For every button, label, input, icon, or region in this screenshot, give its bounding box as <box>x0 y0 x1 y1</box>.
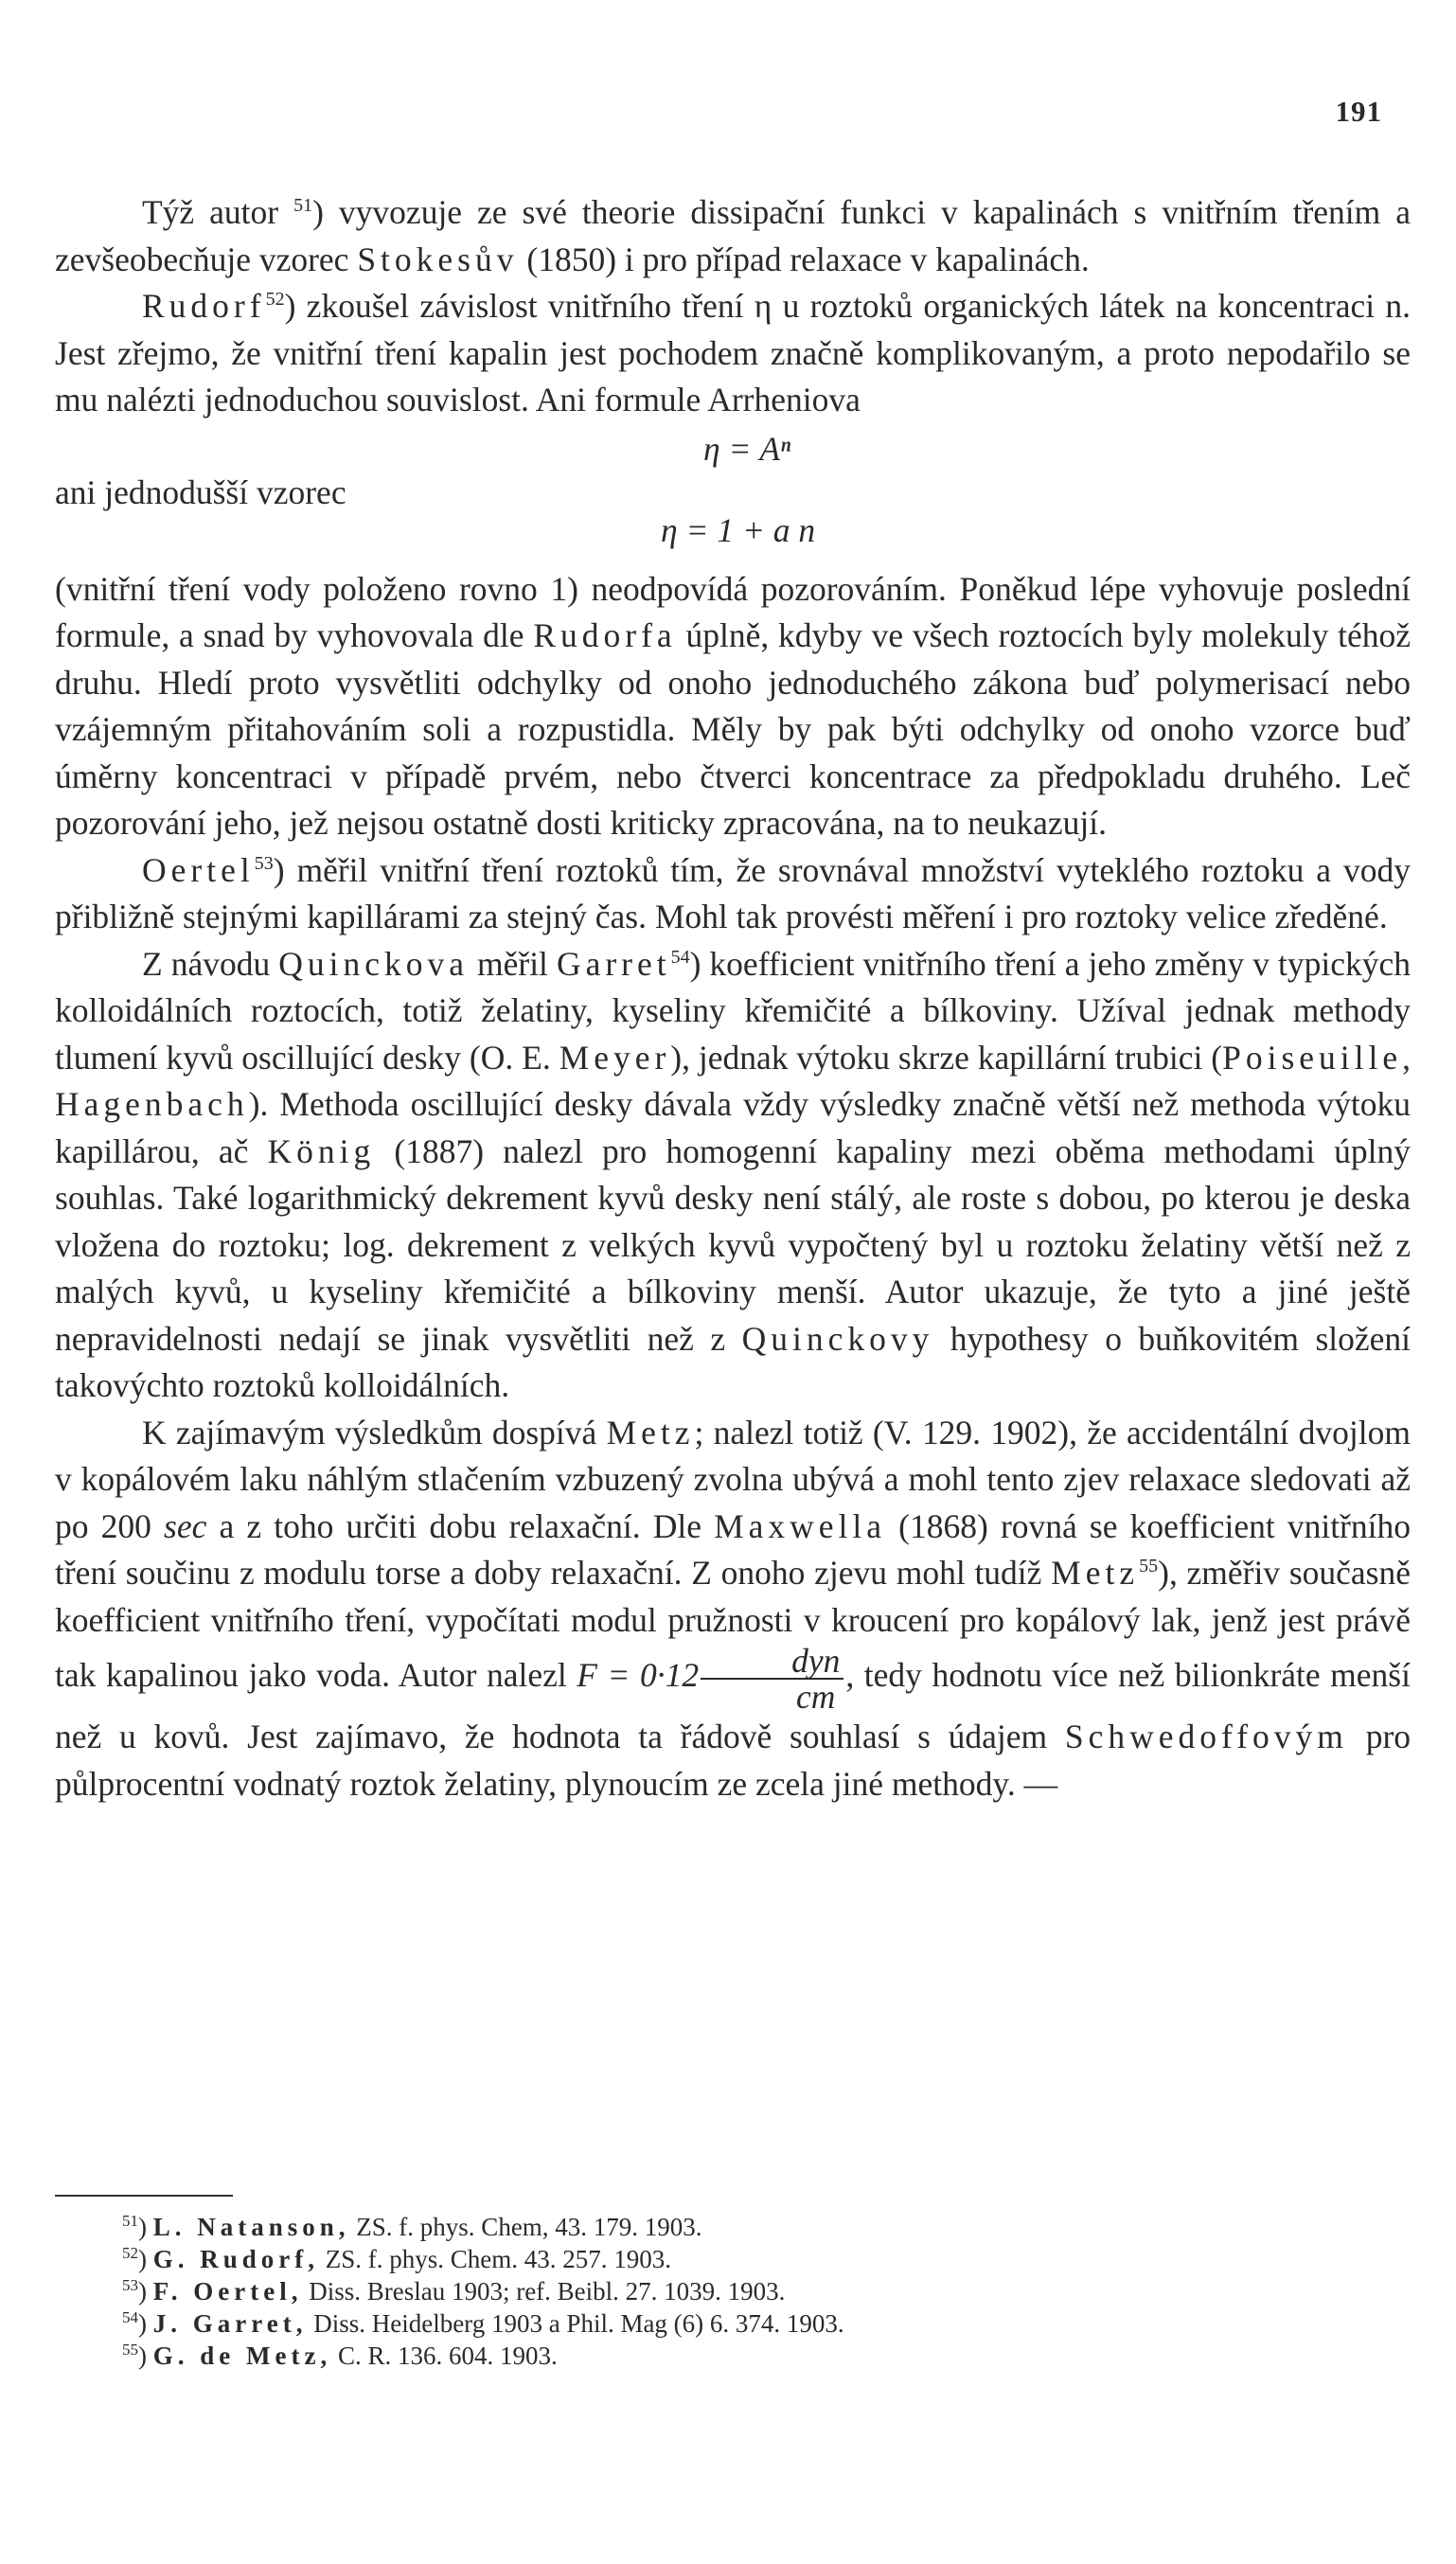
author-name: Stokesův <box>357 240 519 278</box>
paragraph-1: Týž autor $^{51}$) vyvozuje ze své theorie dissipační funkci v kapalinách s vnitřním třením a zevšeobecňuje vzorec Stokesův (1850) i pro případ relaxace v kapalinách. <box>55 193 1411 278</box>
paragraph-2: Rudorf$^{52}$) zkoušel závislost vnitřního tření η u roztoků organických látek na koncentraci n. Jest zřejmo, že vnitřní tření kapalin jest pochodem značně komplikovaným, a proto nepodařilo se mu nalézti jednoduchou souvislost. Ani formule Arrheniova <box>55 287 1411 418</box>
footnote-divider <box>55 2195 233 2197</box>
paragraph-4: Oertel$^{53}$) měřil vnitřní tření roztoků tím, že srovnával množství vyteklého roztoku a vody přibližně stejnými kapillárami za stejný čas. Mohl tak provésti měření i pro roztoky velice zředěné. <box>55 850 1411 935</box>
formula-F: F = 0·12 <box>577 1656 700 1695</box>
author-name: Oertel <box>142 850 255 889</box>
footnote-51: $^{51}$) L. Natanson, ZS. f. phys. Chem, 43. 179. 1903. <box>122 2212 702 2241</box>
body-text <box>55 189 1411 1807</box>
formula-simple: η = 1 + a n <box>661 510 816 549</box>
footnote-ref-54[interactable]: 54 <box>670 946 690 968</box>
footnotes <box>122 2211 1373 2372</box>
formula-label: ani jednodušší vzorec <box>55 472 346 511</box>
footnote-53: $^{53}$) F. Oertel, Diss. Breslau 1903; ref. Beibl. 27. 1039. 1903. <box>122 2276 786 2306</box>
page-number: 191 <box>1335 95 1382 128</box>
footnote-ref-51[interactable]: 51 <box>293 195 313 217</box>
footnote-54: $^{54}$) J. Garret, Diss. Heidelberg 1903 a Phil. Mag (6) 6. 374. 1903. <box>122 2308 844 2338</box>
footnote-55: $^{55}$) G. de Metz, C. R. 136. 604. 1903. <box>122 2341 558 2370</box>
formula-arrhenius: η = Aⁿ <box>703 429 791 468</box>
footnote-ref-53[interactable]: 53 <box>254 852 274 874</box>
paragraph-5: Z návodu Quinckova měřil Garret$^{54}$) koefficient vnitřního tření a jeho změny v typických kolloidálních roztocích, totiž želatiny, kyseliny křemičité a bílkoviny. Užíval jednak methody tlumení kyvů oscillující desky (O. E. Meyer), jednak výtoku skrze kapillární trubici (Poiseuille, Hagenbach). Methoda oscillující desky dávala vždy výsledky značně větší než methoda výtoku kapillárou, ač König (1887) nalezl pro homogenní kapaliny mezi oběma methodami úplný souhlas. Také logarithmický dekrement kyvů desky není stálý, ale roste s dobou, po kterou je deska vložena do roztoku; log. dekrement z velkých kyvů vypočtený byl u roztoku želatiny větší než z malých kyvů, u kyseliny křemičité a bílkoviny menší. Autor ukazuje, že tyto a jiné ještě nepravidelnosti nedají se jinak vysvětliti než z Quinckovy hypothesy o buňkovitém složení takovýchto roztoků kolloidálních. <box>55 944 1412 1404</box>
footnote-ref-55[interactable]: 55 <box>1139 1556 1159 1577</box>
author-name: Rudorfa <box>533 616 677 654</box>
formula-block <box>55 424 1411 566</box>
fraction-dyn-cm: $\frac{\text{dyn}}{cm}$ <box>701 1644 843 1714</box>
paragraph-6: K zajímavým výsledkům dospívá Metz; nalezl totiž (V. 129. 1902), že accidentální dvojlom v kopálovém laku náhlým stlačením vzbuzený zvolna ubývá a mohl tento zjev relaxace sledovati až po 200 sec a z toho určiti dobu relaxační. Dle Maxwella (1868) rovná se koefficient vnitřního tření součinu z modulu torse a doby relaxační. Z onoho zjevu mohl tudíž Metz$^{55}$), změřiv současně koefficient vnitřního tření, vypočítati modul pružnosti v kroucení pro kopálový lak, jenž jest právě tak kapalinou jako voda. Autor nalezl F = 0·12 $\frac{\text{dyn}}{cm}$ , tedy hodnotu více než bilionkráte menší než u kovů. Jest zajímavo, že hodnota ta řádově souhlasí s údajem Schwedoffovým pro půlprocentní vodnatý roztok želatiny, plynoucím ze zcela jiné methody. — <box>55 1413 1412 1803</box>
paragraph-3: (vnitřní tření vody položeno rovno 1) neodpovídá pozorováním. Poněkud lépe vyhovuje poslední formule, a snad by vyhovovala dle Rudorfa úplně, kdyby ve všech roztocích byly molekuly téhož druhu. Hledí proto vysvětliti odchylky od onoho jednoduchého zákona buď polymerisací nebo vzájemným přitahováním soli a rozpustidla. Měly by pak býti odchylky od onoho vzorce buď úměrny koncentraci v případě prvém, nebo čtverci koncentrace za předpokladu druhého. Leč pozorování jeho, jež nejsou ostatně dosti kriticky zpracována, na to neukazují. <box>55 569 1412 842</box>
footnote-ref-52[interactable]: 52 <box>265 289 285 311</box>
footnote-52: $^{52}$) G. Rudorf, ZS. f. phys. Chem. 43. 257. 1903. <box>122 2244 672 2273</box>
author-name: Rudorf <box>142 287 266 325</box>
